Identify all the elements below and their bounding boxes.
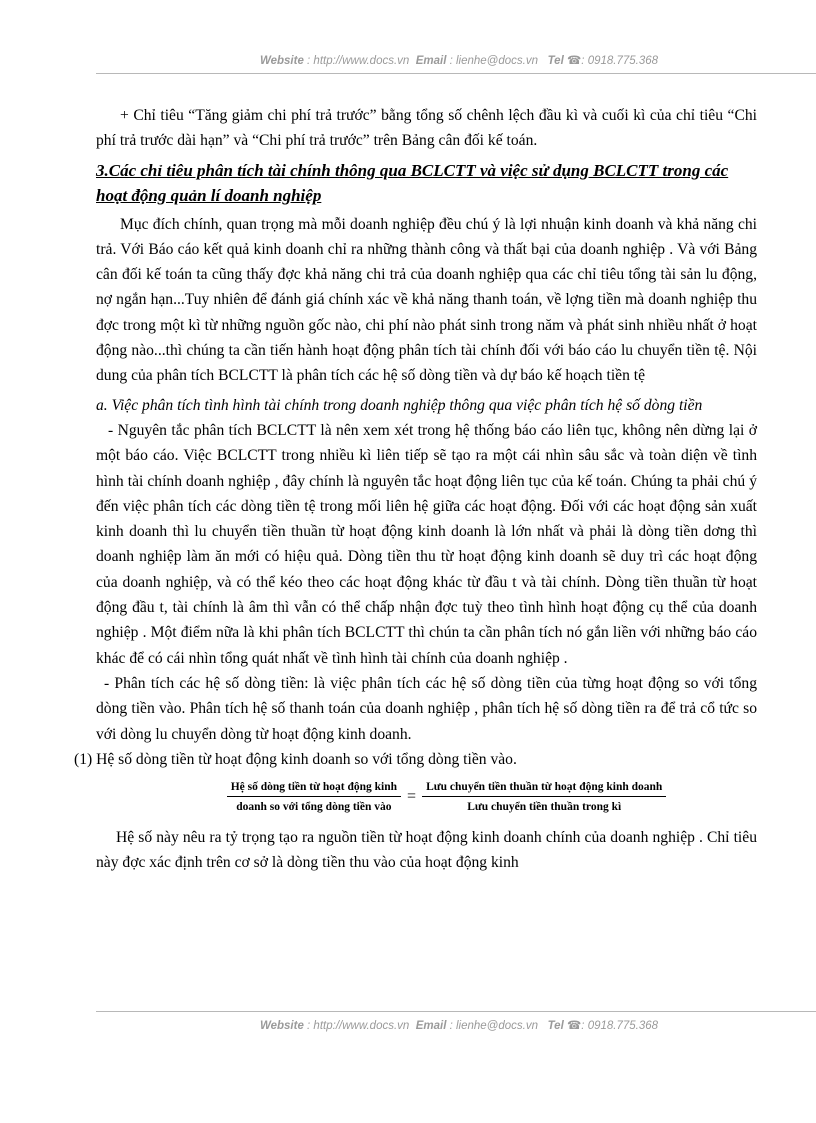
- formula-lhs-line1: Hệ số dòng tiền từ hoạt động kinh: [227, 781, 401, 797]
- footer-website-value[interactable]: : http://www.docs.vn: [307, 1020, 410, 1032]
- header-email-label: Email: [415, 55, 447, 67]
- footer-divider: [96, 1011, 816, 1012]
- formula-lhs: [227, 781, 401, 813]
- header-website-value[interactable]: : http://www.docs.vn: [307, 55, 410, 67]
- footer-tel-label: Tel: [547, 1020, 564, 1032]
- document-body: [74, 103, 757, 876]
- formula-numerator: Lưu chuyển tiền thuần từ hoạt động kinh doanh: [422, 781, 666, 797]
- header-tel-label: Tel: [547, 55, 564, 67]
- formula-lhs-line2: doanh so với tổng dòng tiền vào: [236, 801, 392, 814]
- footer-website-label: Website: [259, 1020, 304, 1032]
- header-divider: [96, 73, 816, 74]
- formula-denominator: Lưu chuyển tiền thuần trong kì: [467, 801, 622, 814]
- paragraph-prepaid-expense: + Chỉ tiêu “Tăng giảm chi phí trả trước” bằng tổng số chênh lệch đầu kì và cuối kì của chỉ tiêu “Chi phí trả trước dài hạn” và “Chi phí trả trước” trên Bảng cân đối kế toán.: [96, 107, 757, 150]
- header-tel-value: ☎: 0918.775.368: [566, 55, 659, 67]
- paragraph-purpose: Mục đích chính, quan trọng mà mỗi doanh nghiệp đều chú ý là lợi nhuận kinh doanh và khả năng chi trả. Với Báo cáo kết quả kinh doanh chỉ ra những thành công và thất bại của doanh nghiệp . Và với Bảng cân đối kế toán ta cũng thấy đợc khả năng chi trả của doanh nghiệp qua các chỉ tiêu tổng tài sản lu động, nợ ngắn hạn...Tuy nhiên để đánh giá chính xác về khả năng thanh toán, về lợng tiền mà doanh nghiệp thu đợc trong một kì từ những nguồn gốc nào, chi phí nào phát sinh trong năm và phát sinh nhiều nhất ở hoạt động nào...thì chúng ta cần tiến hành hoạt động phân tích tài chính đối với báo cáo lu chuyển tiền tệ. Nội dung của phân tích BCLCTT là phân tích các hệ số dòng tiền và dự báo kế hoạch tiền tệ: [96, 215, 757, 385]
- paragraph-principle: - Nguyên tắc phân tích BCLCTT là nên xem xét trong hệ thống báo cáo liên tục, không nên dừng lại ở một báo cáo. Việc BCLCTT trong nhiều kì liên tiếp sẽ tạo ra một cái nhìn sâu sắc và toàn diện về tình hình tài chính doanh nghiệp , đây chính là nguyên tắc hoạt động liên tục của kế toán. Chúng ta phải chú ý đến việc phân tích các dòng tiền tệ trong mối liên hệ giữa các hoạt động. Đối với các hoạt động sản xuất kinh doanh thì lu chuyển tiền thuần từ hoạt động kinh doanh là lớn nhất và phải là dòng tiền dơng thì doanh nghiệp làm ăn mới có hiệu quả. Dòng tiền thu từ hoạt động kinh doanh sẽ duy trì các hoạt động của doanh nghiệp, và có thể kéo theo các hoạt động khác từ đầu t và tài chính. Dòng tiền thuần từ hoạt động đầu t, tài chính là âm thì vẫn có thể chấp nhận đợc tuỳ theo tình hình hoạt động cụ thể của doanh nghiệp . Một điểm nữa là khi phân tích BCLCTT thì chún ta cần phân tích nó gắn liền với những báo cáo khác để có cái nhìn tổng quát nhất về tình hình tài chính của doanh nghiệp .: [96, 421, 757, 667]
- subheading-a: a. Việc phân tích tình hình tài chính trong doanh nghiệp thông qua việc phân tích hệ số dòng tiền: [96, 396, 703, 414]
- header-email-value[interactable]: : lienhe@docs.vn: [449, 55, 538, 67]
- formula-rhs: [422, 781, 666, 813]
- page-footer: [96, 1018, 816, 1032]
- header-website-label: Website: [259, 55, 304, 67]
- footer-tel-value: ☎: 0918.775.368: [566, 1020, 659, 1032]
- formula-equals: =: [407, 788, 417, 806]
- list-item-1: (1) Hệ số dòng tiền từ hoạt động kinh doanh so với tổng dòng tiền vào.: [74, 750, 517, 768]
- paragraph-ratio-explanation: Hệ số này nêu ra tỷ trọng tạo ra nguồn tiền từ hoạt động kinh doanh chính của doanh nghiệp . Chỉ tiêu này đợc xác định trên cơ sở là dòng tiền thu vào của hoạt động kinh: [96, 829, 757, 872]
- section-heading: 3.Các chỉ tiêu phân tích tài chính thông qua BCLCTT và việc sử dụng BCLCTT trong các hoạt động quản lí doanh nghiệp: [96, 160, 729, 205]
- footer-email-label: Email: [415, 1020, 447, 1032]
- ratio-formula: [136, 781, 757, 813]
- paragraph-cashflow-ratios: - Phân tích các hệ số dòng tiền: là việc phân tích các hệ số dòng tiền của từng hoạt động so với tổng dòng tiền vào. Phân tích hệ số thanh toán của doanh nghiệp , phân tích hệ số dòng tiền ra để trả cổ tức so với dòng lu chuyển dòng từ hoạt động kinh doanh.: [96, 674, 757, 743]
- page-header: [96, 53, 816, 67]
- footer-email-value[interactable]: : lienhe@docs.vn: [449, 1020, 538, 1032]
